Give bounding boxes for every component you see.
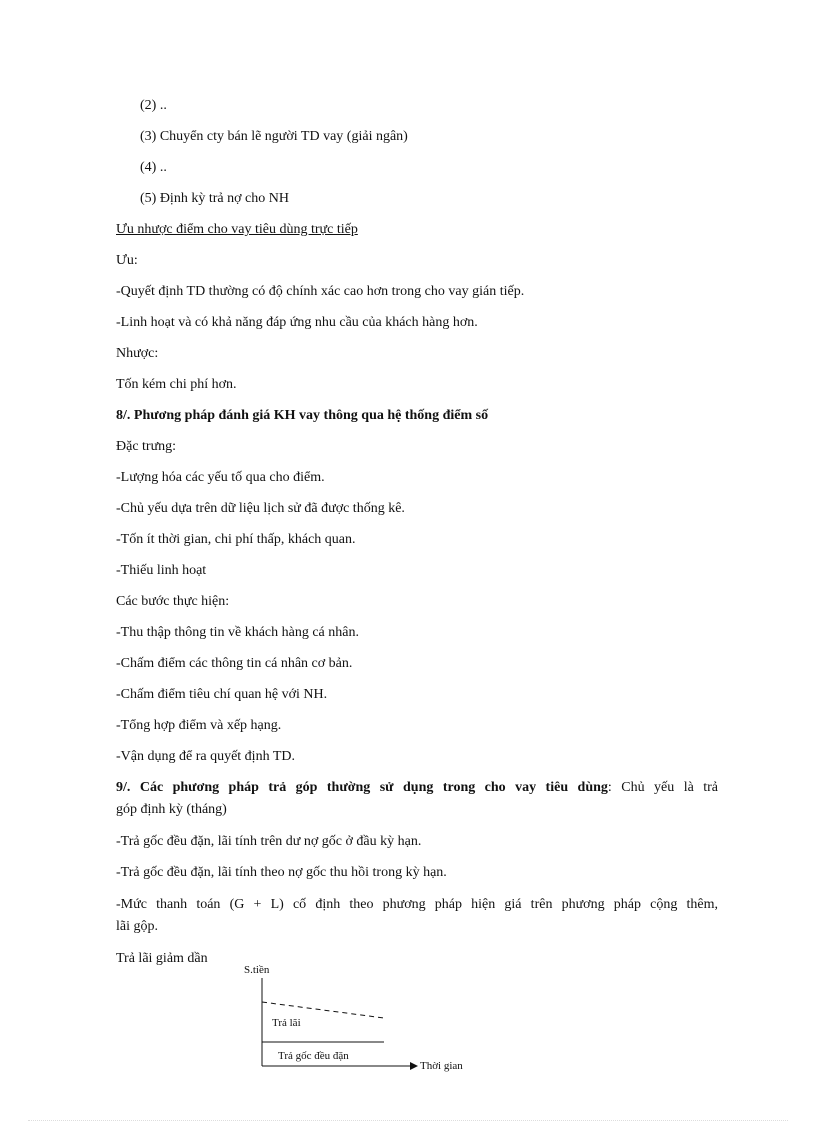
section-heading-9 [116, 779, 718, 797]
features-label: Đặc trưng: [116, 439, 177, 454]
section-heading-9-bold: 9/. Các phương pháp trả góp thường sử dụng trong cho vay tiêu dùng [116, 780, 608, 795]
feature-item: -Tốn ít thời gian, chi phí thấp, khách quan. [116, 532, 356, 547]
method-item: -Mức thanh toán (G + L) cố định theo phương pháp hiện giá trên phương pháp cộng thêm, [116, 897, 718, 912]
method-item: -Trả gốc đều đặn, lãi tính trên dư nợ gốc ở đầu kỳ hạn. [116, 834, 422, 849]
list-item-4: (4) .. [140, 160, 167, 175]
step-item: -Chấm điểm các thông tin cá nhân cơ bản. [116, 656, 353, 671]
step-item: -Chấm điểm tiêu chí quan hệ với NH. [116, 687, 328, 702]
cons-label: Nhược: [116, 346, 159, 361]
section-heading-9-cont: góp định kỳ (tháng) [116, 802, 227, 817]
x-axis-label: Thời gian [420, 1060, 463, 1072]
pros-item: -Linh hoạt và có khả năng đáp ứng nhu cầu của khách hàng hơn. [116, 315, 478, 330]
principal-label: Trả gốc đều đặn [278, 1050, 349, 1062]
feature-item: -Thiếu linh hoạt [116, 563, 207, 578]
method-item: -Trả gốc đều đặn, lãi tính theo nợ gốc thu hồi trong kỳ hạn. [116, 865, 447, 880]
list-item-3: (3) Chuyển cty bán lẽ người TD vay (giải ngân) [140, 129, 408, 144]
feature-item: -Lượng hóa các yếu tố qua cho điểm. [116, 470, 325, 485]
interest-label: Trả lãi [272, 1017, 301, 1029]
section-heading-8: 8/. Phương pháp đánh giá KH vay thông qua hệ thống điểm số [116, 408, 489, 423]
interest-dashed-line [262, 1002, 384, 1018]
list-item-5: (5) Định kỳ trả nợ cho NH [140, 191, 289, 206]
step-item: -Tổng hợp điểm và xếp hạng. [116, 718, 282, 733]
feature-item: -Chủ yếu dựa trên dữ liệu lịch sử đã được thống kê. [116, 501, 405, 516]
step-item: -Thu thập thông tin về khách hàng cá nhân. [116, 625, 359, 640]
list-item-2: (2) .. [140, 98, 167, 113]
x-axis-arrow [410, 1062, 418, 1070]
diagram-caption: Trả lãi giảm dần [116, 951, 208, 966]
pros-label: Ưu: [116, 253, 138, 268]
steps-label: Các bước thực hiện: [116, 594, 230, 609]
section-heading-advantages: Ưu nhược điểm cho vay tiêu dùng trực tiếp [116, 222, 358, 237]
y-axis-label: S.tiền [244, 964, 270, 976]
section-heading-9-rest: : Chủ yếu là trả [607, 780, 719, 795]
step-item: -Vận dụng để ra quyết định TD. [116, 749, 295, 764]
pros-item: -Quyết định TD thường có độ chính xác cao hơn trong cho vay gián tiếp. [116, 284, 525, 299]
repayment-diagram [238, 960, 498, 1076]
method-item-cont: lãi gộp. [116, 919, 158, 934]
cons-item: Tốn kém chi phí hơn. [116, 377, 237, 392]
page-footer-divider [28, 1120, 788, 1121]
